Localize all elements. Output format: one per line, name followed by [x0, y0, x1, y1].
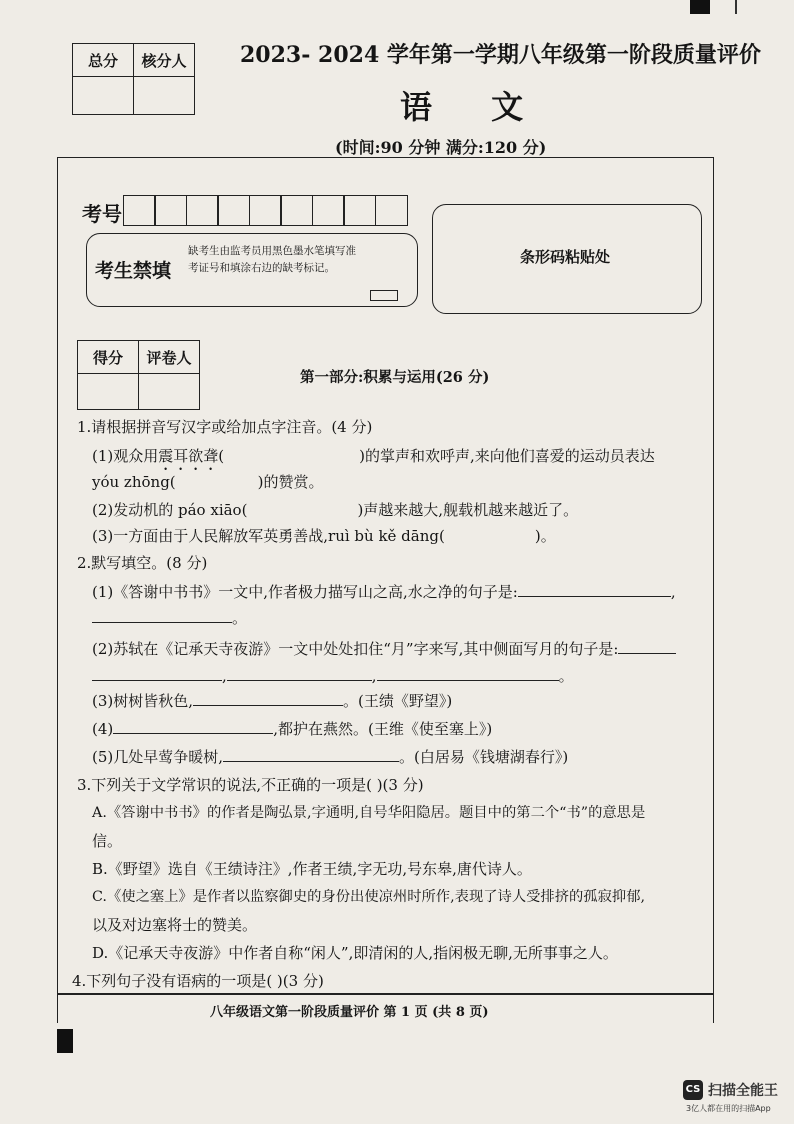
part1-score-cell[interactable]	[78, 374, 139, 410]
q2-item4-blank[interactable]	[113, 719, 273, 734]
part1-score-header: 得分	[78, 341, 139, 374]
q2-item1-blank1[interactable]	[518, 582, 671, 597]
restricted-area-title: 考生禁填	[95, 260, 172, 282]
part1-score-table	[77, 340, 200, 410]
q3-option-c-line1[interactable]: C.《使之塞上》是作者以监察御史的身份出使凉州时所作,表现了诗人受排挤的孤寂抑郁,	[92, 889, 646, 905]
q1-item3-text-a: (3)一方面由于人民解放军英勇善战,ruì bù kě dāng(	[92, 527, 445, 545]
candidate-id-label: 考号	[82, 202, 122, 226]
footer-rule	[57, 993, 714, 995]
checker-cell[interactable]	[134, 77, 195, 115]
scanner-app-name: 扫描全能王	[708, 1083, 778, 1099]
id-digit-box[interactable]	[312, 195, 345, 226]
q3-option-a-line1[interactable]: A.《答谢中书书》的作者是陶弘景,字通明,自号华阳隐居。题目中的第二个“书”的意思是	[92, 805, 646, 821]
q3-option-b[interactable]: B.《野望》选自《王绩诗注》,作者王绩,字无功,号东皋,唐代诗人。	[92, 860, 532, 878]
id-digit-box[interactable]	[375, 195, 408, 226]
q1-item1-text-c: )的掌声和欢呼声,来向他们喜爱的运动员表达	[359, 447, 655, 465]
q2-item1: (1)《答谢中书书》一文中,作者极力描写山之高,水之净的句子是: ,	[92, 583, 676, 601]
q2-item2-line2: , , 。	[92, 665, 574, 686]
q1-item1-tail: )的赞赏。	[257, 473, 324, 491]
id-digit-box[interactable]	[249, 195, 282, 226]
q1-item1-line2	[92, 471, 324, 492]
q1-item2-text-a: (2)发动机的 páo xiāo(	[92, 501, 248, 519]
q2-item4-text-b: ,都护在燕然。(王维《使至塞上》)	[273, 720, 493, 738]
q2-item5	[92, 746, 568, 767]
part1-grader-header: 评卷人	[139, 341, 200, 374]
id-digit-box[interactable]	[280, 195, 313, 226]
corner-line-top-right	[735, 0, 737, 14]
q2-item2-text: (2)苏轼在《记承天寺夜游》一文中处处扣住“月”字来写,其中侧面写月的句子是:	[92, 640, 619, 658]
total-score-table	[72, 43, 195, 115]
q1-item1-text-b: (	[218, 447, 225, 465]
q1-item2-text-b: )声越来越大,舰载机越来越近了。	[357, 501, 579, 519]
q2-item3-text-a: (3)树树皆秋色,	[92, 692, 194, 710]
q2-item3-blank[interactable]	[193, 691, 343, 706]
q2-item1-line2: 。	[92, 607, 247, 628]
candidate-id-boxes[interactable]	[124, 195, 408, 226]
q3-option-a-line2: 信。	[92, 832, 123, 850]
total-score-cell[interactable]	[73, 77, 134, 115]
q2-item3	[92, 690, 452, 711]
q4-stem: 4.下列句子没有语病的一项是( )(3 分)	[72, 972, 324, 990]
q1-item1-line1	[92, 445, 655, 474]
id-digit-box[interactable]	[217, 195, 250, 226]
corner-mark-bottom-left	[57, 1029, 73, 1053]
q3-option-d[interactable]: D.《记承天寺夜游》中作者自称“闲人”,即清闲的人,指闲极无聊,无所事事之人。	[92, 944, 618, 962]
restricted-area-note: 缺考生由监考员用黑色墨水笔填写准考证号和填涂右边的缺考标记。	[188, 245, 356, 274]
exam-title: 2023- 2024 学年第一学期八年级第一阶段质量评价	[240, 42, 761, 68]
q2-item3-text-b: 。(王绩《野望》)	[343, 692, 453, 710]
q2-item2-blank2[interactable]	[92, 666, 222, 681]
q1-item1-pinyin: yóu zhōng(	[92, 473, 176, 491]
scanner-logo-icon: CS	[683, 1080, 703, 1100]
q2-item5-text-a: (5)几处早莺争暖树,	[92, 748, 224, 766]
barcode-label: 条形码粘贴处	[520, 248, 611, 266]
id-digit-box[interactable]	[154, 195, 187, 226]
absent-mark-box[interactable]	[370, 290, 398, 301]
q2-item5-text-b: 。(白居易《钱塘湖春行》)	[399, 748, 569, 766]
id-digit-box[interactable]	[123, 195, 156, 226]
q2-item2	[92, 638, 676, 659]
q2-item5-blank[interactable]	[223, 747, 399, 762]
q2-stem: 2.默写填空。(8 分)	[77, 554, 208, 572]
exam-time-info: (时间:90 分钟 满分:120 分)	[335, 138, 547, 157]
q2-item4	[92, 718, 492, 739]
q1-item3	[92, 525, 556, 546]
q2-item2-blank4[interactable]	[377, 666, 559, 681]
id-digit-box[interactable]	[343, 195, 376, 226]
q1-stem: 1.请根据拼音写汉字或给加点字注音。(4 分)	[77, 418, 373, 436]
q2-item1-blank2[interactable]	[92, 608, 232, 623]
q2-item4-text-a: (4)	[92, 720, 114, 738]
q2-item2-blank1[interactable]	[618, 639, 676, 654]
subject-title: 语 文	[400, 88, 548, 126]
corner-mark-top-right	[690, 0, 710, 14]
part1-grader-cell[interactable]	[139, 374, 200, 410]
q1-item1-text-a: (1)观众用	[92, 447, 159, 465]
scanner-tagline: 3亿人都在用的扫描App	[686, 1104, 771, 1113]
q1-dotted-word: 震耳欲聋	[158, 447, 219, 465]
q2-item1-text: (1)《答谢中书书》一文中,作者极力描写山之高,水之净的句子是:	[92, 583, 518, 601]
q3-stem: 3.下列关于文学常识的说法,不正确的一项是( )(3 分)	[77, 776, 424, 794]
checker-header: 核分人	[134, 44, 195, 77]
q1-item3-text-b: )。	[534, 527, 556, 545]
q2-item2-blank3[interactable]	[227, 666, 372, 681]
id-digit-box[interactable]	[186, 195, 219, 226]
q1-item2	[92, 499, 578, 520]
part1-title: 第一部分:积累与运用(26 分)	[300, 369, 490, 386]
page-footer: 八年级语文第一阶段质量评价 第 1 页 (共 8 页)	[210, 1005, 489, 1020]
q3-option-c-line2: 以及对边塞将士的赞美。	[92, 916, 258, 934]
total-score-header: 总分	[73, 44, 134, 77]
